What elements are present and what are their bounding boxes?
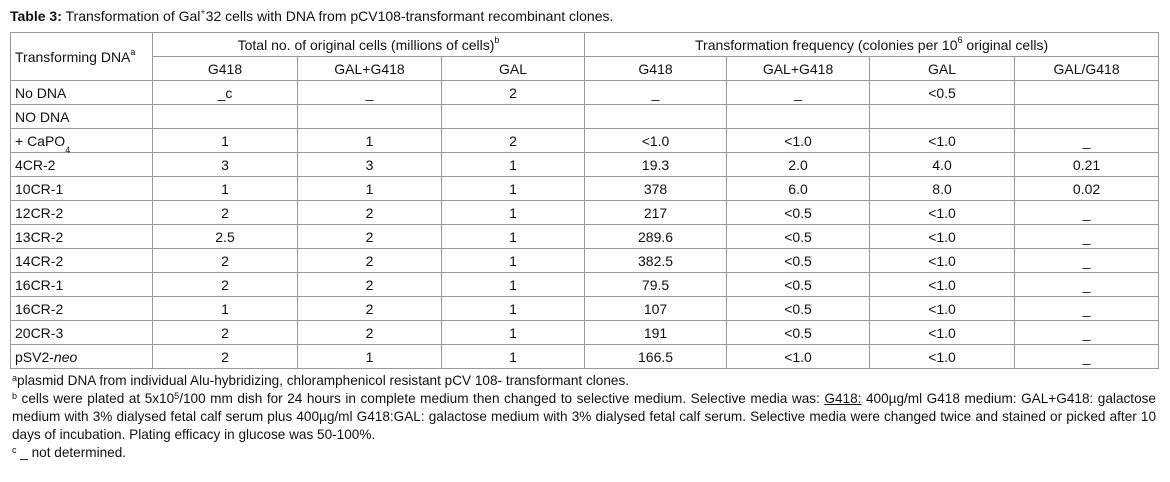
table-cell: 1 — [442, 201, 585, 225]
table-cell: 2 — [442, 81, 585, 105]
table-cell: 2 — [298, 297, 442, 321]
table-cell: 1 — [298, 345, 442, 369]
footnote-b: $^b$ cells were plated at $5x10^5/100$ mm dish for 24 hours in complete medium then changed to selective medium. Selective media was: G418: 400µg/ml G418 medium: GAL+G418: galactose medium with 3% dialysed fetal calf serum plus 400µg/ml G418:GAL: galactose medium with 3% dialysed fetal calf serum. Selective media were changed twice and stained or picked after 10 days of incubation. Plating efficacy in glucose was 50-100%. — [12, 391, 1156, 442]
table-row — [11, 321, 1159, 345]
header-total-cells: Total no. of original cells (millions of cells)$^b$ — [153, 33, 585, 57]
subheader-cell: G418 — [585, 57, 727, 81]
table-cell: 289.6 — [585, 225, 727, 249]
table-cell: _ — [1015, 321, 1159, 345]
table-cell: 4.0 — [870, 153, 1015, 177]
table-cell — [153, 105, 298, 129]
subheader-cell: GAL+G418 — [298, 57, 442, 81]
subheader-cell: GAL/G418 — [1015, 57, 1159, 81]
caption-label: Table 3: — [10, 8, 62, 24]
subheader-cell: GAL — [870, 57, 1015, 81]
table-row — [11, 153, 1159, 177]
table-cell: 166.5 — [585, 345, 727, 369]
table-cell: 382.5 — [585, 249, 727, 273]
table-cell: 19.3 — [585, 153, 727, 177]
table-cell: 2 — [298, 321, 442, 345]
table-row — [11, 129, 1159, 153]
table-cell: 1 — [442, 249, 585, 273]
table-cell: 2 — [298, 249, 442, 273]
table-cell: 1 — [153, 129, 298, 153]
table-cell: 1 — [298, 129, 442, 153]
table-cell: 1 — [442, 177, 585, 201]
table-cell: 2 — [298, 273, 442, 297]
footnote-a: $^a$plasmid DNA from individual Alu-hybridizing, chloramphenicol resistant pCV 108- transformant clones. — [12, 373, 630, 388]
subheader-cell: GAL+G418 — [727, 57, 870, 81]
table-cell — [585, 105, 727, 129]
header-transforming-dna: Transforming DNA$^a$ — [11, 33, 153, 81]
table-cell: <1.0 — [727, 129, 870, 153]
table-cell — [870, 105, 1015, 129]
table-cell: _ — [1015, 129, 1159, 153]
table-cell: 217 — [585, 201, 727, 225]
table-cell: 2 — [153, 273, 298, 297]
table-cell: 1 — [153, 297, 298, 321]
row-label: 16CR-1 — [11, 273, 153, 297]
table-cell: 107 — [585, 297, 727, 321]
row-label: 10CR-1 — [11, 177, 153, 201]
table-row — [11, 201, 1159, 225]
caption-text-b: 32 cells with DNA from pCV108-transformant recombinant clones. — [205, 8, 614, 24]
table-cell: <0.5 — [727, 321, 870, 345]
table-row — [11, 345, 1159, 369]
table-cell: _ — [298, 81, 442, 105]
table-cell: <0.5 — [727, 201, 870, 225]
row-label: 16CR-2 — [11, 297, 153, 321]
table-cell: 1 — [442, 273, 585, 297]
table-cell: <0.5 — [727, 225, 870, 249]
table-cell: 2 — [153, 249, 298, 273]
table-cell: _ — [585, 81, 727, 105]
table-footnotes — [10, 369, 1158, 462]
table-row — [11, 81, 1159, 105]
table-row — [11, 225, 1159, 249]
row-label: pSV2-neo — [11, 345, 153, 369]
table-cell: <1.0 — [870, 249, 1015, 273]
table-cell: _ — [1015, 225, 1159, 249]
header-transformation-frequency: Transformation frequency (colonies per $10^6$ original cells) — [585, 33, 1159, 57]
table-row — [11, 177, 1159, 201]
row-label: 13CR-2 — [11, 225, 153, 249]
table-cell: <1.0 — [870, 225, 1015, 249]
table-cell: <1.0 — [870, 201, 1015, 225]
table-caption — [10, 6, 1158, 26]
table-cell: <1.0 — [870, 297, 1015, 321]
table-cell: <0.5 — [870, 81, 1015, 105]
row-label: 20CR-3 — [11, 321, 153, 345]
table-cell: 0.21 — [1015, 153, 1159, 177]
row-label: No DNA — [11, 81, 153, 105]
table-cell: <1.0 — [870, 321, 1015, 345]
table-cell: 1 — [153, 177, 298, 201]
table-cell: _ — [1015, 297, 1159, 321]
table-cell: 2 — [298, 225, 442, 249]
table-cell: _ — [1015, 273, 1159, 297]
table-cell — [1015, 105, 1159, 129]
table-cell: 8.0 — [870, 177, 1015, 201]
table-cell: 1 — [442, 225, 585, 249]
table-cell: 1 — [298, 177, 442, 201]
table-cell: <1.0 — [727, 345, 870, 369]
table-cell: 2 — [153, 345, 298, 369]
table-figure — [10, 6, 1158, 462]
table-cell: 1 — [442, 321, 585, 345]
table-cell: <1.0 — [870, 129, 1015, 153]
table-cell: <0.5 — [727, 273, 870, 297]
table-row — [11, 105, 1159, 129]
table-cell: 378 — [585, 177, 727, 201]
table-cell: 1 — [442, 153, 585, 177]
table-row — [11, 297, 1159, 321]
table-cell: 3 — [153, 153, 298, 177]
row-label: + CaPO$_4$ — [11, 129, 153, 153]
table-cell — [442, 105, 585, 129]
table-cell: <1.0 — [870, 273, 1015, 297]
table-cell: 2.5 — [153, 225, 298, 249]
subheader-cell: G418 — [153, 57, 298, 81]
row-label: 14CR-2 — [11, 249, 153, 273]
header-row-1 — [11, 33, 1159, 57]
table-cell: _ — [1015, 345, 1159, 369]
table-cell: <0.5 — [727, 297, 870, 321]
table-body — [11, 81, 1159, 369]
row-label: NO DNA — [11, 105, 153, 129]
data-table — [10, 32, 1159, 369]
table-cell: _ — [727, 81, 870, 105]
table-cell: 6.0 — [727, 177, 870, 201]
table-cell — [298, 105, 442, 129]
caption-sup: + — [200, 7, 206, 17]
table-row — [11, 273, 1159, 297]
table-cell: 1 — [442, 297, 585, 321]
table-cell: 2 — [153, 321, 298, 345]
table-cell: 191 — [585, 321, 727, 345]
table-cell: 2 — [442, 129, 585, 153]
table-cell: 2 — [153, 201, 298, 225]
table-cell: <1.0 — [585, 129, 727, 153]
table-cell: 1 — [442, 345, 585, 369]
row-label: 12CR-2 — [11, 201, 153, 225]
header-row-2 — [11, 57, 1159, 81]
subheader-cell: GAL — [442, 57, 585, 81]
table-cell — [727, 105, 870, 129]
table-cell: 3 — [298, 153, 442, 177]
table-cell: _ — [1015, 249, 1159, 273]
caption-text-a: Transformation of Gal — [61, 8, 201, 24]
table-cell: 2.0 — [727, 153, 870, 177]
footnote-c: $^c$ _ not determined. — [12, 445, 127, 460]
table-cell: _ — [1015, 201, 1159, 225]
table-cell: <0.5 — [727, 249, 870, 273]
table-cell — [1015, 81, 1159, 105]
table-cell: <1.0 — [870, 345, 1015, 369]
table-row — [11, 249, 1159, 273]
table-cell: 2 — [298, 201, 442, 225]
table-cell: _c — [153, 81, 298, 105]
table-cell: 79.5 — [585, 273, 727, 297]
table-cell: 0.02 — [1015, 177, 1159, 201]
row-label: 4CR-2 — [11, 153, 153, 177]
